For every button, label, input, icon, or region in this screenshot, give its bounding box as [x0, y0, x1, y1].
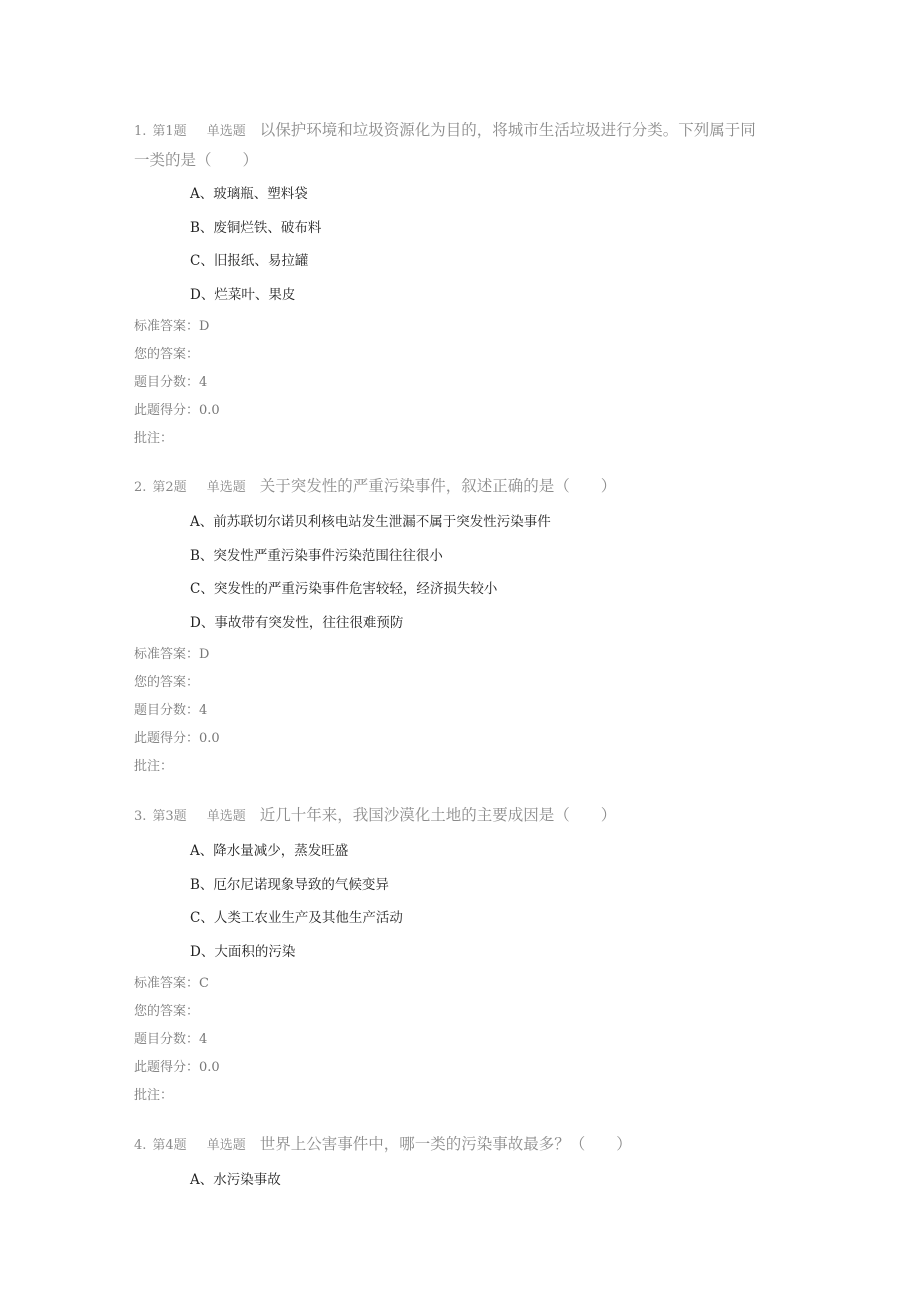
question-4 [134, 1130, 794, 1202]
question-stem: 近几十年来，我国沙漠化土地的主要成因是（ ） [259, 806, 617, 824]
question-score: 题目分数：4 [134, 1031, 208, 1047]
option-a: A、玻璃瓶、塑料袋 [190, 186, 308, 202]
option-b: B、厄尔尼诺现象导致的气候变异 [190, 876, 389, 893]
question-3 [134, 801, 794, 1114]
option-list [134, 1168, 794, 1202]
question-stem: 关于突发性的严重污染事件，叙述正确的是（ ） [259, 477, 617, 495]
question-id: 第4题 [152, 1138, 187, 1153]
option-b: B、突发性严重污染事件污染范围往往很小 [190, 547, 443, 564]
question-header [134, 1130, 794, 1160]
option-d: D、事故带有突发性，往往很难预防 [190, 615, 404, 632]
option-c: C、突发性的严重污染事件危害较轻，经济损失较小 [190, 581, 498, 598]
annotation: 批注： [134, 758, 174, 774]
question-header [134, 801, 794, 831]
question-1 [134, 116, 794, 457]
option-d: D、烂菜叶、果皮 [190, 287, 296, 304]
question-stem: 以保护环境和垃圾资源化为目的，将城市生活垃圾进行分类。下列属于同 [259, 121, 756, 139]
question-type: 单选题 [206, 809, 246, 824]
question-header [134, 116, 794, 174]
question-score: 题目分数：4 [134, 702, 208, 718]
your-answer: 您的答案： [134, 1003, 200, 1019]
option-list [134, 839, 794, 974]
answer-meta [134, 645, 794, 785]
question-2 [134, 472, 794, 785]
option-a: A、水污染事故 [190, 1172, 281, 1188]
question-number: 4. [134, 1138, 147, 1153]
your-answer: 您的答案： [134, 346, 200, 362]
question-type: 单选题 [206, 124, 246, 139]
option-a: A、前苏联切尔诺贝利核电站发生泄漏不属于突发性污染事件 [190, 514, 551, 530]
standard-answer: 标准答案：C [134, 975, 209, 991]
option-c: C、旧报纸、易拉罐 [190, 253, 309, 270]
question-stem: 世界上公害事件中，哪一类的污染事故最多？（ ） [259, 1135, 632, 1153]
question-stem-continued: 一类的是（ ） [134, 151, 259, 169]
earned-score: 此题得分：0.0 [134, 730, 220, 746]
annotation: 批注： [134, 1087, 174, 1103]
annotation: 批注： [134, 430, 174, 446]
option-list [134, 182, 794, 317]
question-number: 1. [134, 124, 147, 139]
option-b: B、废铜烂铁、破布料 [190, 219, 322, 236]
question-number: 2. [134, 480, 147, 495]
earned-score: 此题得分：0.0 [134, 402, 220, 418]
question-type: 单选题 [206, 1138, 246, 1153]
your-answer: 您的答案： [134, 674, 200, 690]
answer-meta [134, 317, 794, 457]
question-number: 3. [134, 809, 147, 824]
option-list [134, 510, 794, 645]
earned-score: 此题得分：0.0 [134, 1059, 220, 1075]
question-header [134, 472, 794, 502]
question-id: 第3题 [152, 809, 187, 824]
answer-meta [134, 974, 794, 1114]
question-id: 第2题 [152, 480, 187, 495]
standard-answer: 标准答案：D [134, 318, 210, 334]
option-a: A、降水量减少，蒸发旺盛 [190, 843, 349, 859]
standard-answer: 标准答案：D [134, 646, 210, 662]
option-c: C、人类工农业生产及其他生产活动 [190, 910, 403, 927]
question-score: 题目分数：4 [134, 374, 208, 390]
question-id: 第1题 [152, 124, 187, 139]
question-type: 单选题 [206, 480, 246, 495]
option-d: D、大面积的污染 [190, 944, 296, 961]
